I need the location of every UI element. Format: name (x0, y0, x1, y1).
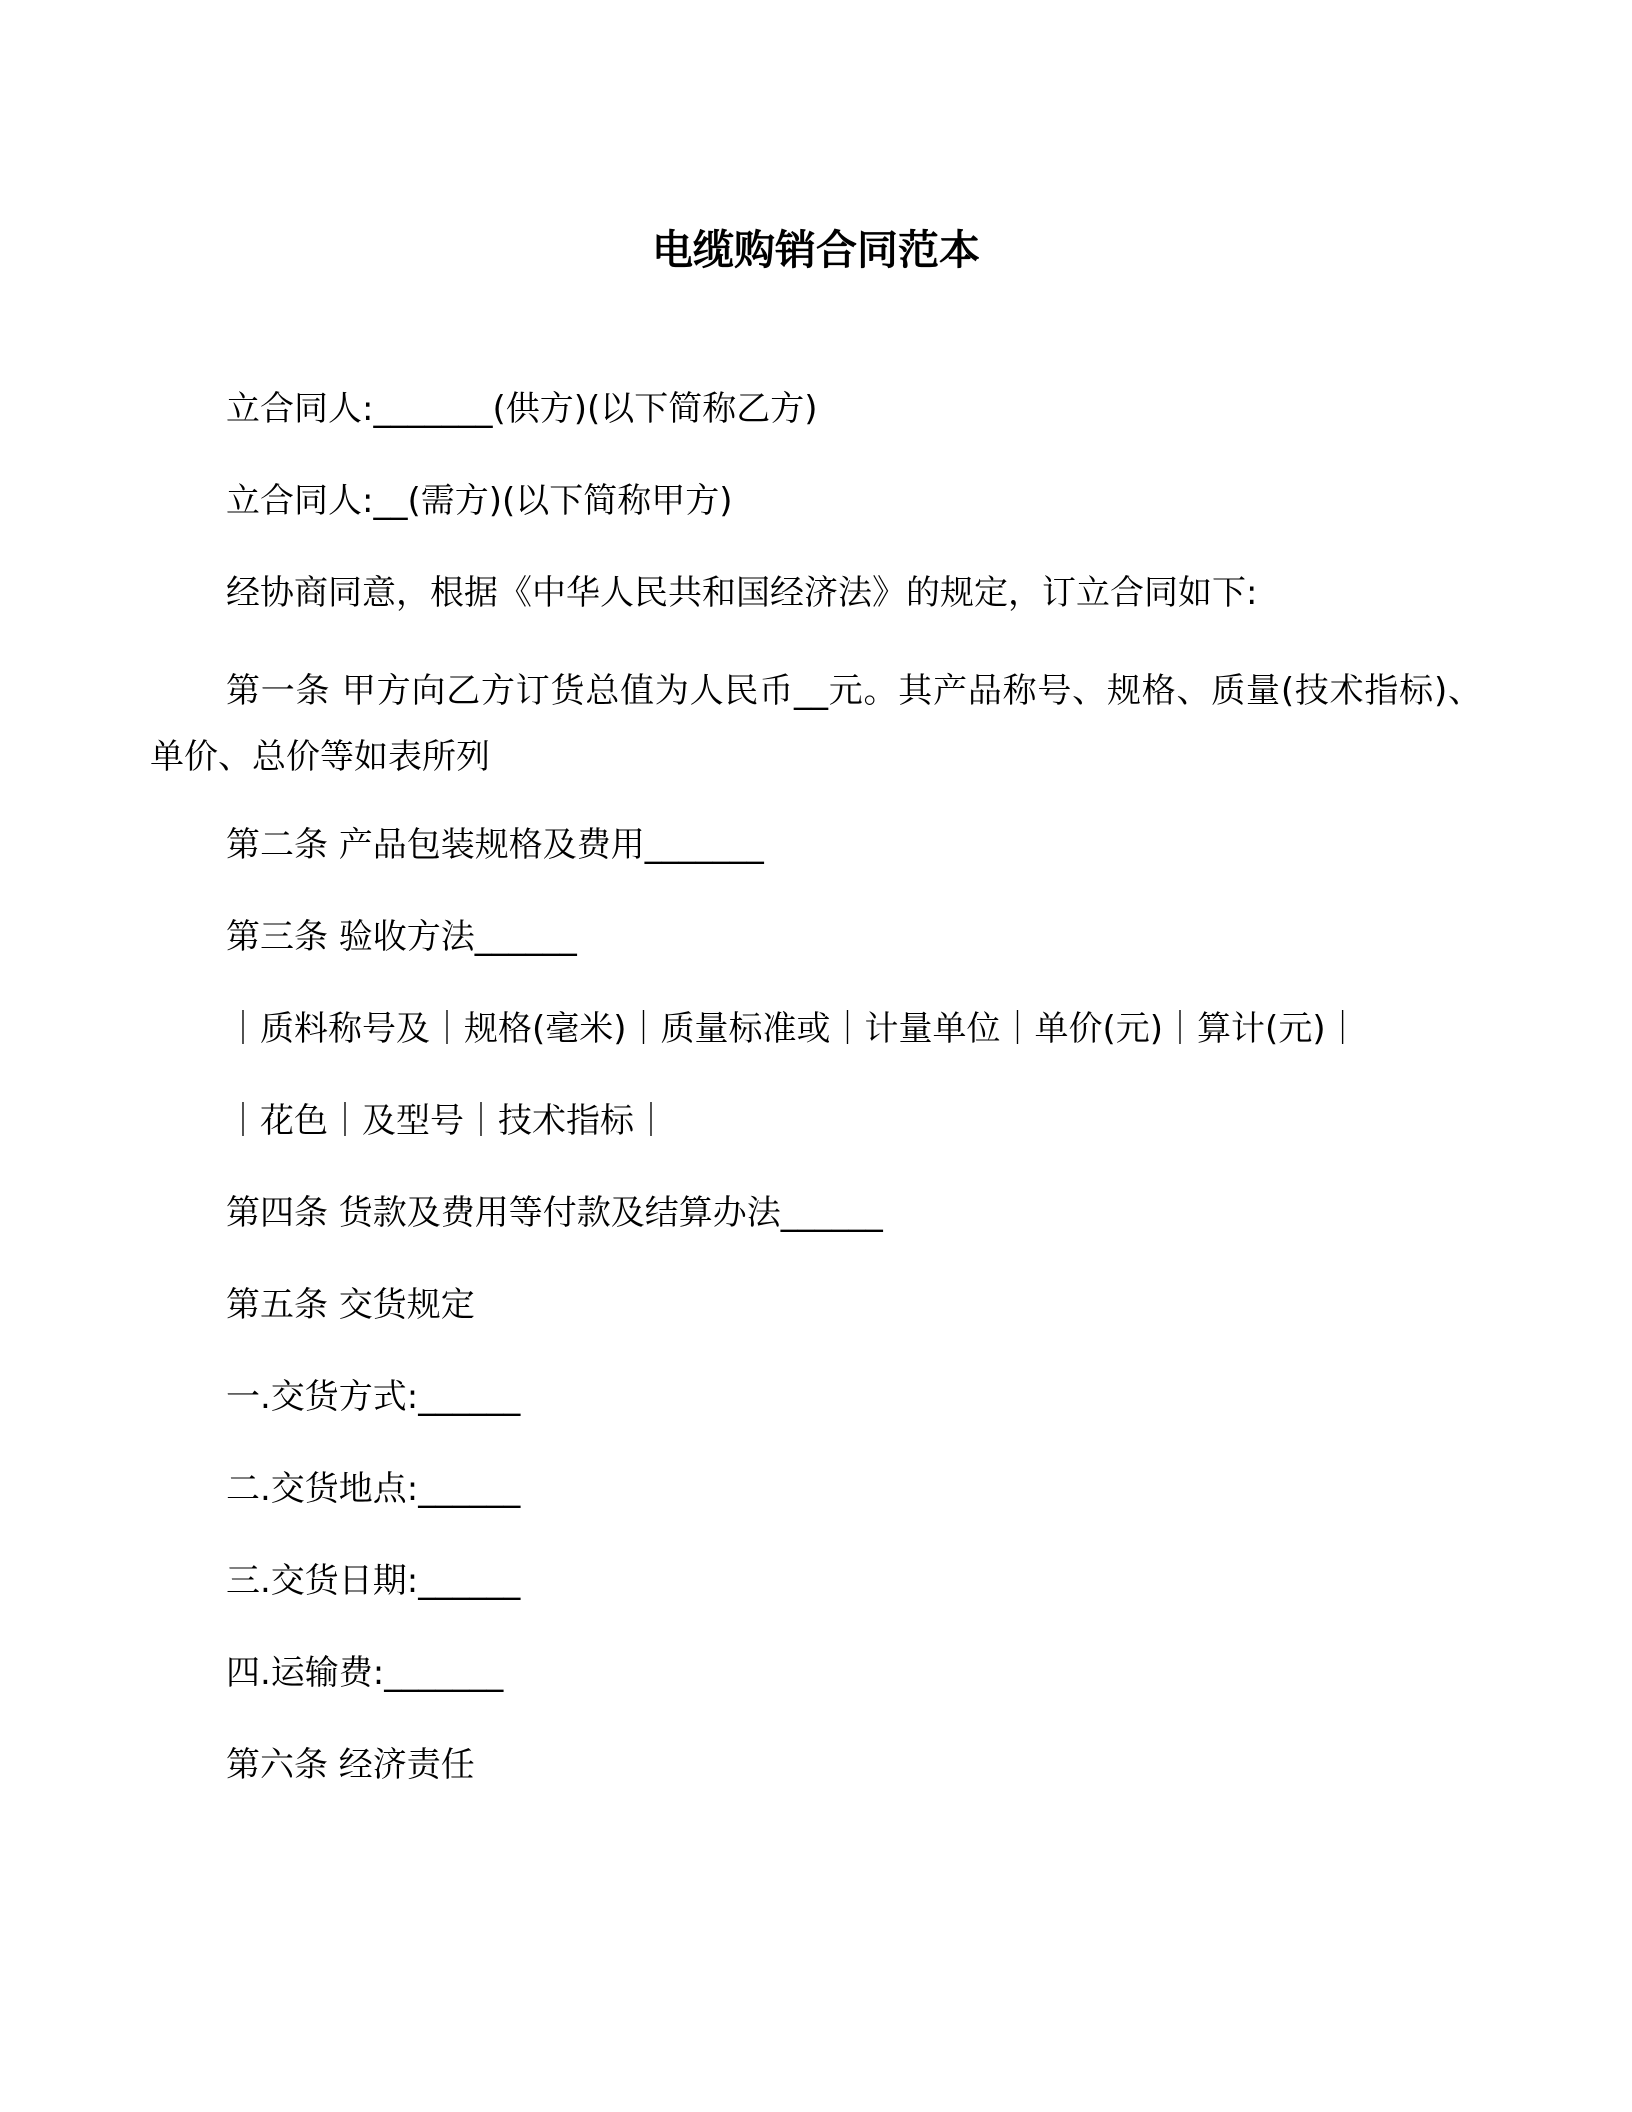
document-title: 电缆购销合同范本 (652, 226, 980, 274)
transport-fee: 四.运输费:_______ (226, 1653, 504, 1693)
article-3: 第三条 验收方法______ (226, 917, 577, 957)
party-buyer-line: 立合同人:__(需方)(以下简称甲方) (226, 481, 733, 521)
party-supplier-line: 立合同人:_______(供方)(以下简称乙方) (226, 389, 818, 429)
table-header-row-2: ｜花色｜及型号｜技术指标｜ (226, 1101, 668, 1141)
delivery-method: 一.交货方式:______ (226, 1377, 521, 1417)
article-2: 第二条 产品包装规格及费用_______ (226, 825, 764, 865)
table-header-row-1: ｜质料称号及｜规格(毫米)｜质量标准或｜计量单位｜单价(元)｜算计(元)｜ (226, 1009, 1360, 1049)
delivery-location: 二.交货地点:______ (226, 1469, 521, 1509)
article-1: 第一条 甲方向乙方订货总值为人民币__元。其产品称号、规格、质量(技术指标)、单价、总价等如表所列 (150, 671, 1482, 777)
agreement-intro: 经协商同意，根据《中华人民共和国经济法》的规定，订立合同如下: (226, 573, 1258, 613)
delivery-date: 三.交货日期:______ (226, 1561, 521, 1601)
article-6: 第六条 经济责任 (226, 1745, 475, 1785)
article-4: 第四条 货款及费用等付款及结算办法______ (226, 1193, 883, 1233)
article-5: 第五条 交货规定 (226, 1285, 475, 1325)
